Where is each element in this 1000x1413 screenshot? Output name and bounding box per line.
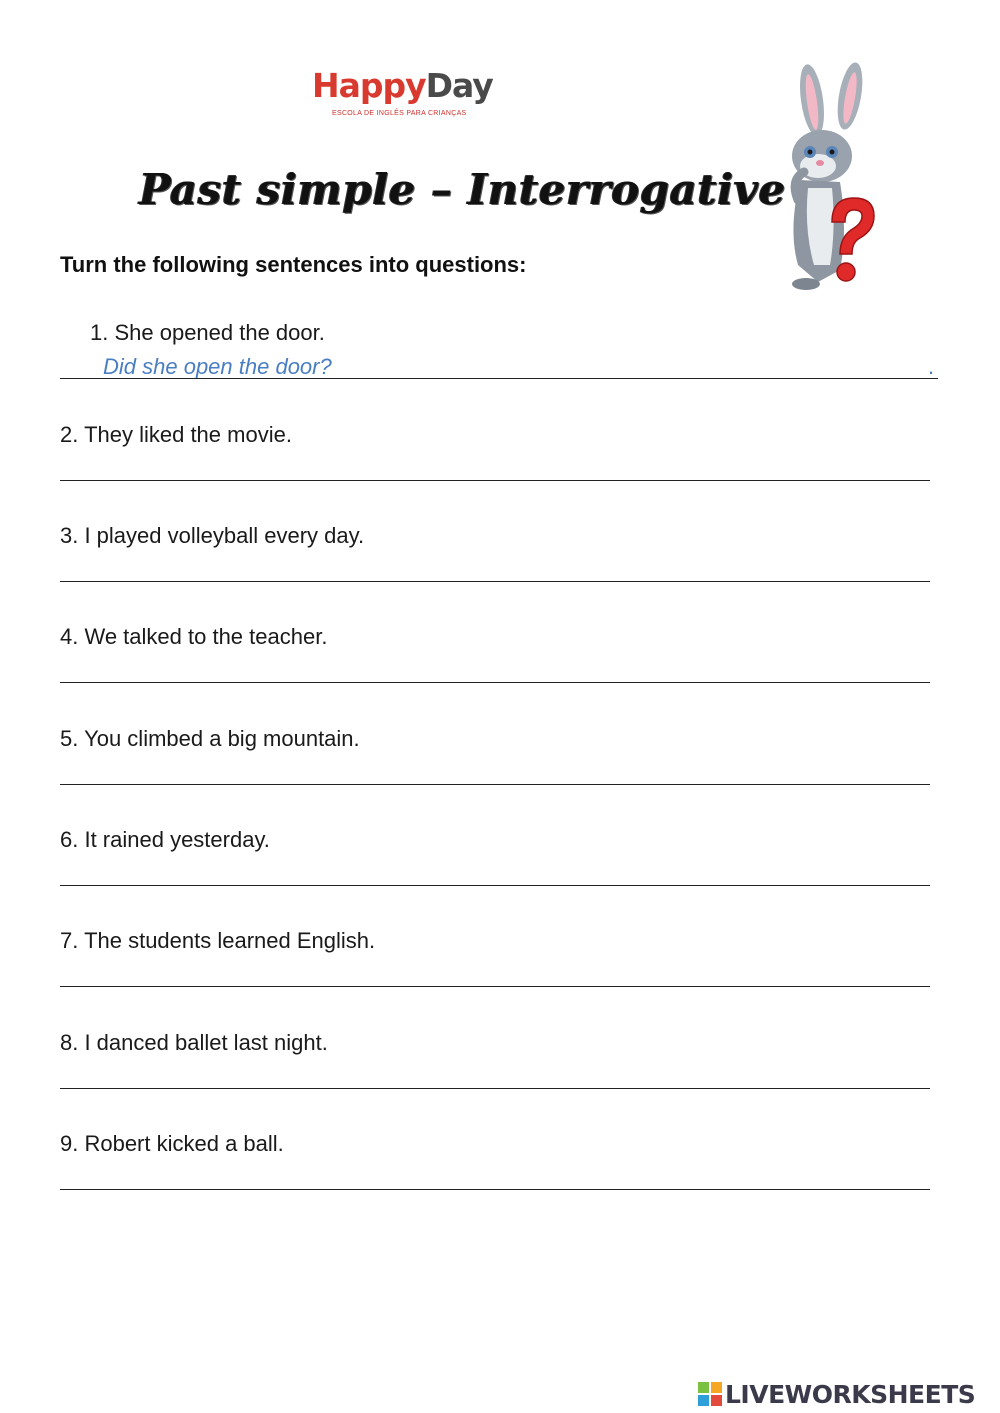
question-9: 9. Robert kicked a ball. [60, 1131, 284, 1156]
answer-line-1[interactable] [60, 378, 938, 379]
question-1: 1. She opened the door. [90, 320, 325, 345]
bunny-question-illustration [770, 60, 880, 292]
answer-line-3[interactable] [60, 581, 930, 582]
liveworksheets-logo-icon [698, 1382, 722, 1406]
answer-line-8[interactable] [60, 1088, 930, 1089]
question-7: 7. The students learned English. [60, 928, 376, 953]
question-5: 5. You climbed a big mountain. [60, 726, 360, 751]
answer-line-9[interactable] [60, 1189, 930, 1190]
answer-line-2[interactable] [60, 480, 930, 481]
question-3: 3. I played volleyball every day. [60, 523, 365, 548]
liveworksheets-brand: LIVEWORKSHEETS [725, 1379, 976, 1409]
logo-day-text: Day [425, 66, 493, 105]
happyday-logo [312, 66, 493, 124]
instruction-text: Turn the following sentences into questions: [60, 252, 527, 277]
worksheet-title: Past simple – Interrogative [139, 165, 786, 214]
question-6: 6. It rained yesterday. [60, 827, 270, 852]
logo-happy-text: Happy [312, 66, 426, 105]
answer-line-4[interactable] [60, 682, 930, 683]
question-2: 2. They liked the movie. [60, 422, 292, 447]
answer-line-5[interactable] [60, 784, 930, 785]
question-8: 8. I danced ballet last night. [60, 1030, 328, 1055]
example-answer: Did she open the door? [103, 354, 332, 379]
answer-line-6[interactable] [60, 885, 930, 886]
logo-tagline: ESCOLA DE INGLÊS PARA CRIANÇAS [332, 110, 467, 117]
liveworksheets-footer [698, 1376, 975, 1412]
question-4: 4. We talked to the teacher. [60, 624, 328, 649]
answer-line-7[interactable] [60, 986, 930, 987]
example-answer-end: . [928, 354, 935, 379]
